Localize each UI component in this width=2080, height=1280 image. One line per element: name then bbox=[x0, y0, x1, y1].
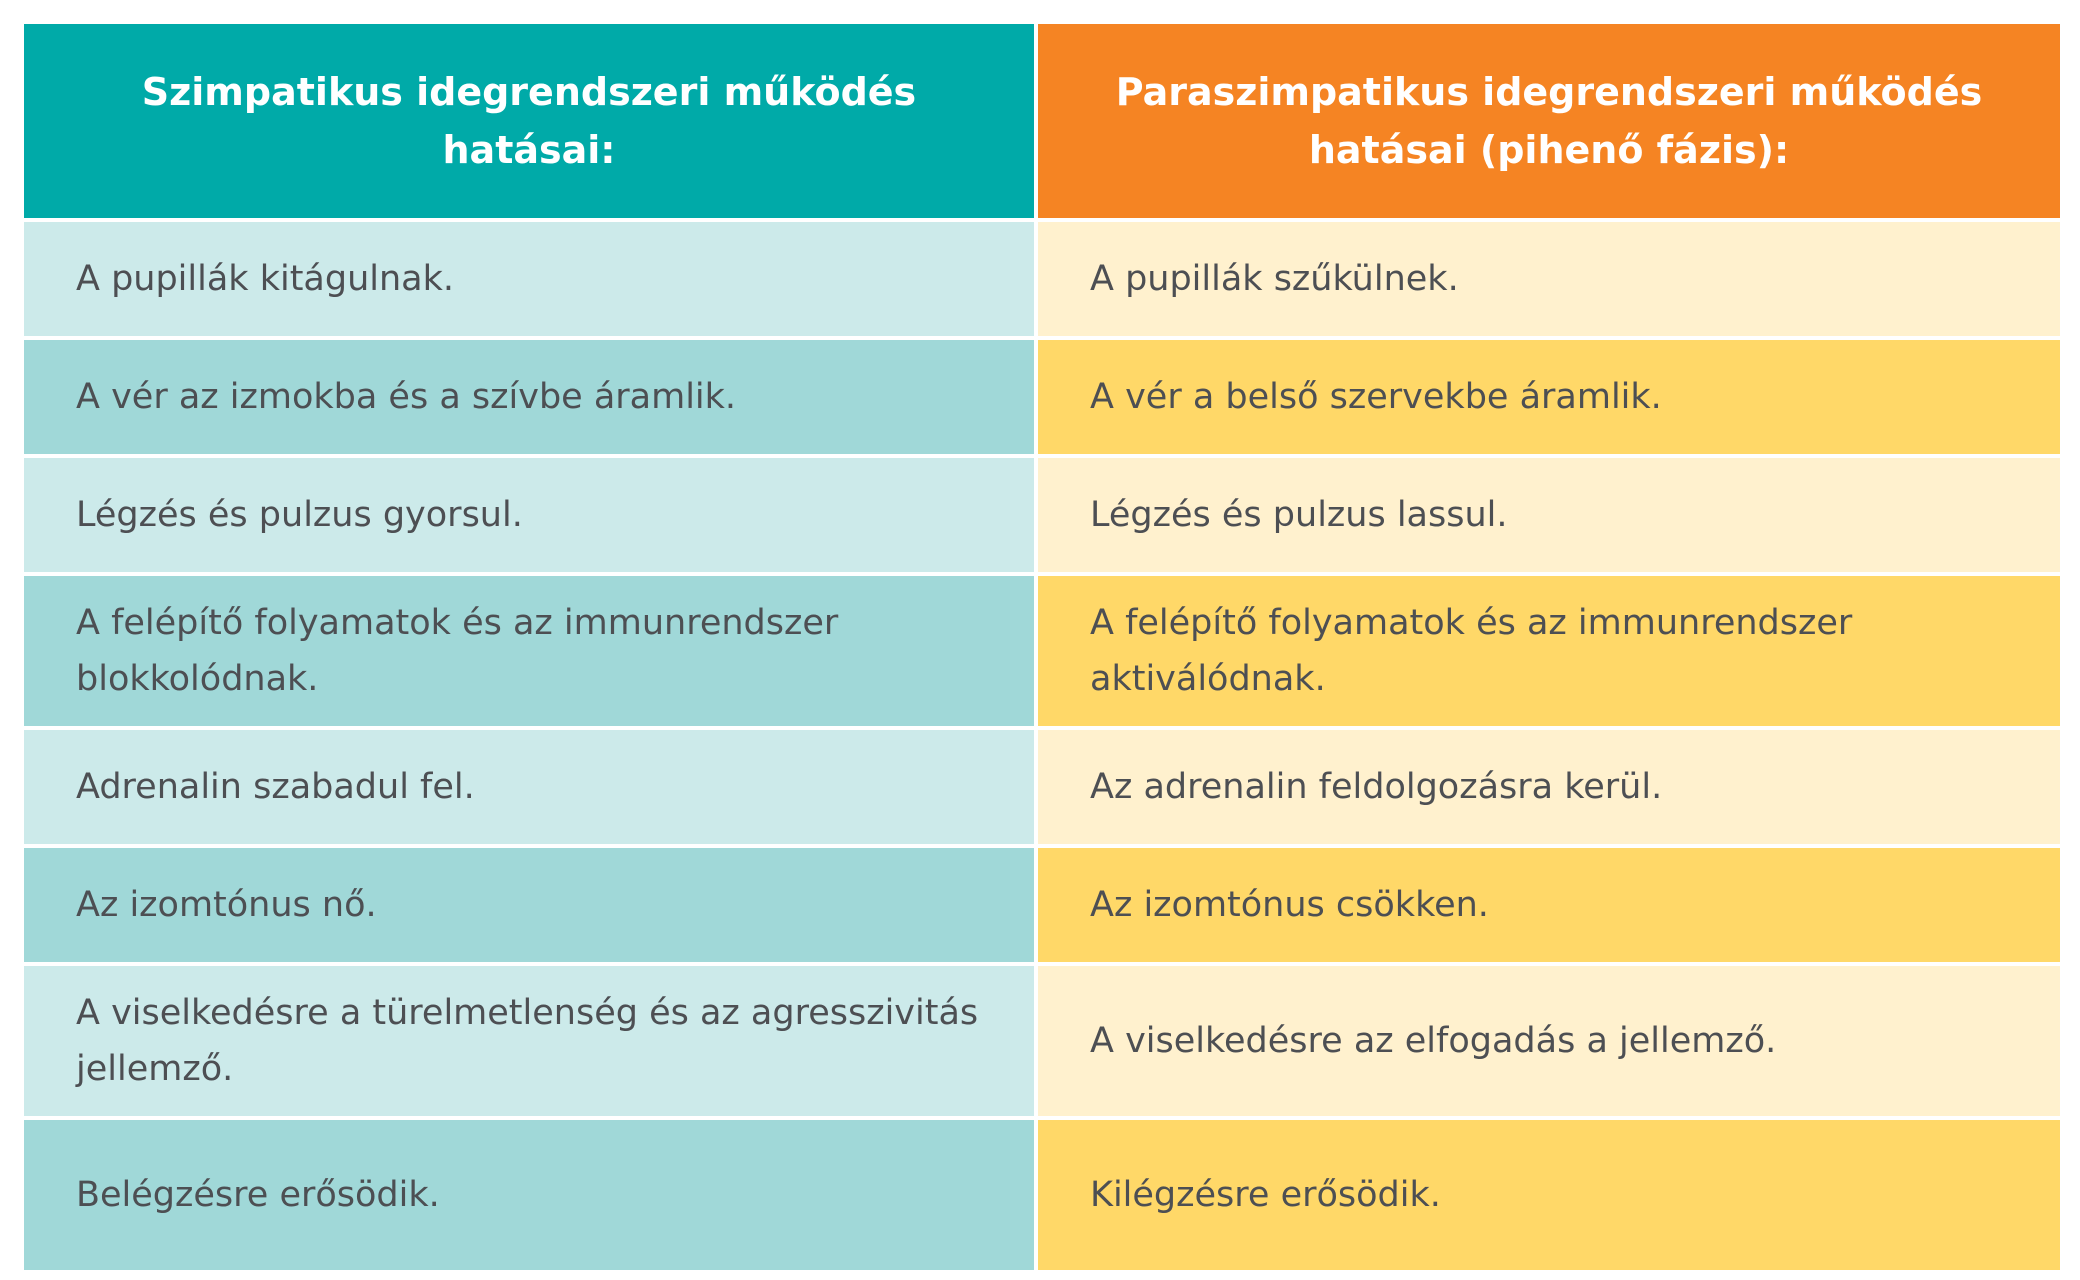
cell-parasympathetic-7: A viselkedésre az elfogadás a jellemző. bbox=[1038, 966, 2060, 1116]
cell-sympathetic-4: A felépítő folyamatok és az immunrendszer blokkolódnak. bbox=[24, 576, 1034, 726]
cell-parasympathetic-4: A felépítő folyamatok és az immunrendszer aktiválódnak. bbox=[1038, 576, 2060, 726]
cell-sympathetic-6: Az izomtónus nő. bbox=[24, 848, 1034, 962]
header-sympathetic: Szimpatikus idegrendszeri működés hatásai: bbox=[24, 24, 1034, 218]
cell-sympathetic-5: Adrenalin szabadul fel. bbox=[24, 730, 1034, 844]
cell-parasympathetic-8: Kilégzésre erősödik. bbox=[1038, 1120, 2060, 1270]
cell-sympathetic-3: Légzés és pulzus gyorsul. bbox=[24, 458, 1034, 572]
header-parasympathetic: Paraszimpatikus idegrendszeri működés hatásai (pihenő fázis): bbox=[1038, 24, 2060, 218]
cell-sympathetic-7: A viselkedésre a türelmetlenség és az agresszivitás jellemző. bbox=[24, 966, 1034, 1116]
cell-parasympathetic-5: Az adrenalin feldolgozásra kerül. bbox=[1038, 730, 2060, 844]
cell-sympathetic-1: A pupillák kitágulnak. bbox=[24, 222, 1034, 336]
cell-sympathetic-8: Belégzésre erősödik. bbox=[24, 1120, 1034, 1270]
cell-sympathetic-2: A vér az izmokba és a szívbe áramlik. bbox=[24, 340, 1034, 454]
cell-parasympathetic-2: A vér a belső szervekbe áramlik. bbox=[1038, 340, 2060, 454]
comparison-table bbox=[24, 24, 2060, 1270]
cell-parasympathetic-6: Az izomtónus csökken. bbox=[1038, 848, 2060, 962]
cell-parasympathetic-3: Légzés és pulzus lassul. bbox=[1038, 458, 2060, 572]
cell-parasympathetic-1: A pupillák szűkülnek. bbox=[1038, 222, 2060, 336]
